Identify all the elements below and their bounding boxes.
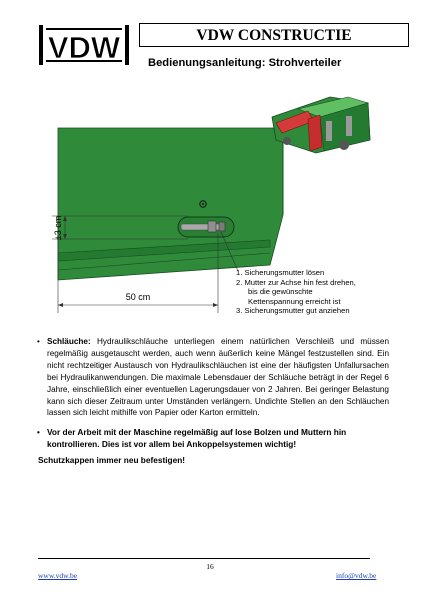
website-link[interactable]: www.vdw.be (38, 571, 78, 580)
bullet-dot-1: • (37, 337, 40, 346)
caps-warning: Schutzkappen immer neu befestigen! (38, 455, 186, 465)
email-link[interactable]: info@vdw.be (336, 571, 377, 580)
horizontal-dimension: 50 cm (125, 292, 151, 302)
hoses-label: Schläuche: (47, 337, 91, 346)
company-title: VDW CONSTRUCTIE (139, 23, 409, 47)
hoses-text: Hydraulikschläuche unterliegen einem natürlichen Verschleiß und müssen regelmäßig ausgetauscht werden, auch wenn äußerlich keine Mängel festzustellen sind. Ein nicht rechtzeitiger Austausch von Hydraulikschläuchen ist eine der häufigsten Unfallursachen bei Hydraulikanwendungen. Die maximale Lebensdauer der Schläuche beträgt in der Regel 6 Jahre, einschließlich einer eventuellen Lagerungsdauer von 2 Jahren. Bei geringer Belastung kann sich dieser Zeitraum unter Umständen verlängern. Undichte Stellen an den Schläuchen lassen sich leicht mithilfe von Papier oder Karton ermitteln. (47, 337, 389, 418)
step-2-cont-b: Kettenspannung erreicht ist (248, 296, 341, 306)
page-number: 16 (206, 562, 214, 571)
hoses-paragraph (37, 336, 389, 419)
step-2: 2. Mutter zur Achse hin fest drehen, (236, 277, 356, 287)
step-1: 1. Sicherungsmutter lösen (236, 268, 325, 277)
bullet-dot-2: • (37, 428, 40, 437)
step-3: 3. Sicherungsmutter gut anziehen (236, 306, 350, 316)
inspection-paragraph (37, 427, 389, 451)
inspection-text: Vor der Arbeit mit der Maschine regelmäßig auf lose Bolzen und Muttern hin kontrollieren. Dies ist vor allem bei Ankoppelsystemen wichtig! (47, 427, 347, 449)
manual-subtitle: Bedienungsanleitung: Strohverteiler (148, 57, 342, 69)
vdw-logo (38, 23, 130, 67)
spreader-illustration (272, 97, 370, 153)
vertical-dimension: ±3 cm (53, 215, 63, 241)
step-2-cont-a: bis die gewünschte (248, 287, 313, 297)
footer-rule (38, 558, 370, 559)
logo-text: VDW (47, 30, 121, 65)
adjustment-steps (236, 268, 401, 316)
